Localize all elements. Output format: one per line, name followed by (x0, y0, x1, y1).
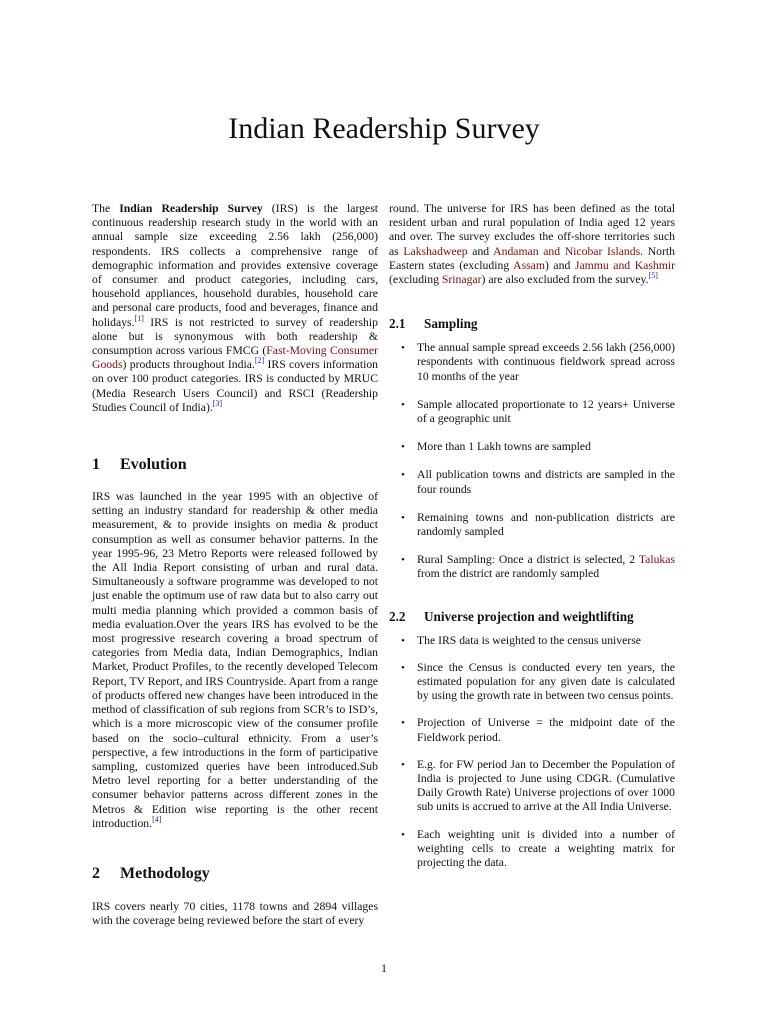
subsection-heading-universe: 2.2 Universe projection and weightlifting (389, 608, 634, 624)
bullet-icon: • (401, 828, 405, 841)
universe-list (389, 634, 675, 871)
section-heading-methodology: 2 Methodology (92, 864, 210, 882)
bullet-icon: • (401, 441, 405, 454)
jammu-kashmir-link[interactable]: Jammu and Kashmir (574, 258, 675, 272)
left-column (92, 202, 378, 928)
page-number: 1 (381, 961, 387, 975)
talukas-link[interactable]: Talukas (638, 553, 675, 567)
subsection-heading-sampling: 2.1 Sampling (389, 316, 478, 332)
list-item: • Each weighting unit is divided into a number of weighting cells to create a weighting matrix for projecting the data. (401, 827, 675, 870)
list-item: • All publication towns and districts are sampled in the four rounds (401, 468, 675, 496)
citation-link[interactable]: [2] (254, 356, 265, 366)
list-item: • Projection of Universe = the midpoint date of the Fieldwork period. (401, 716, 675, 744)
list-item: • The annual sample spread exceeds 2.56 lakh (256,000) respondents with continuous fieldwork spread across 10 months of the year (401, 341, 675, 383)
list-item: • Sample allocated proportionate to 12 years+ Universe of a geographic unit (401, 397, 675, 426)
section-heading-evolution: 1 Evolution (92, 456, 187, 474)
intro-bold-term: Indian Readership Survey (119, 202, 263, 215)
list-item: • The IRS data is weighted to the census universe (401, 633, 641, 647)
fmcg-link[interactable]: Fast-Moving Consumer Goods (92, 344, 378, 372)
citation-link[interactable]: [3] (212, 398, 223, 408)
citation-link[interactable]: [1] (134, 313, 144, 323)
bullet-icon: • (401, 661, 405, 674)
bullet-icon: • (401, 634, 405, 647)
methodology-paragraph-continued: round. The universe for IRS has been defined as the total resident urban and rural population of India aged 12 years and over. The survey excludes the off-shore territories such as Lakshadweep and Andaman and Nicobar Islands. North Eastern states (excluding Assam) and Jammu and Kashmir (excluding Srinagar) are also excluded from the survey.[5] (389, 202, 675, 287)
list-item: • Since the Census is conducted every ten years, the estimated population for any given date is calculated by using the growth rate in between two census points. (401, 660, 675, 703)
citation-link[interactable]: [5] (648, 271, 658, 281)
bullet-icon: • (401, 398, 405, 411)
page-title: Indian Readership Survey (228, 112, 540, 145)
bullet-icon: • (401, 342, 405, 355)
evolution-paragraph: IRS was launched in the year 1995 with an objective of setting an industry standard for readership & other media measurement, & to provide insights on media & product consumption as well as consumer behavior patterns. In the year 1995-96, 23 Metro Reports were released followed by the All India Report consisting of urban and rural data. Simultaneously a software programme was developed to not just enable the optimum use of raw data but to also carry out multi media planning which provided a common basis of media evaluation.Over the years IRS has evolved to be the most progressive research covering a broad spectrum of categories from Media data, Indian Demographics, Indian Market, Product Profiles, to the recently developed Telecom Report, TV Report, and IRS Countryside. Apart from a range of products offered new changes have been introduced in the method of classification of sub regions from SCR’s to ISD’s, which is a more microscopic view of the consumer profile based on the socio–cultural ethnicity. From a user’s perspective, a few introductions in the form of participative sampling, customized queries have been introduced.Sub Metro level reporting for a better understanding of the consumer behavior patterns across different zones in the Metros & Edition wise reporting is the other recent introduction.[4] (92, 490, 378, 830)
list-item: • More than 1 Lakh towns are sampled (401, 440, 591, 454)
list-item: • E.g. for FW period Jan to December the Population of India is projected to June using CDGR. (Cumulative Daily Growth Rate) Universe projections of over 1000 sub units is accrued to arrive at the All India Universe. (401, 757, 675, 814)
sampling-list (389, 341, 675, 581)
list-item: • Remaining towns and non-publication districts are randomly sampled (401, 510, 675, 539)
intro-paragraph: The Indian Readership Survey (IRS) is the largest continuous readership research study in the world with an annual sample size exceeding 2.56 lakh (256,000) respondents. IRS collects a comprehensive range of demographic information and provides extensive coverage of consumer and product categories, including cars, household appliances, household durables, household care and personal care products, food and beverages, finance and holidays.[1] IRS is not restricted to survey of readership alone but is synonymous with both readership & consumption across various FMCG (Fast-Moving Consumer Goods) products throughout India.[2] IRS covers information on over 100 product categories. IRS is conducted by MRUC (Media Research Users Council) and RSCI (Readership Studies Council of India).[3] (92, 202, 379, 414)
bullet-icon: • (401, 511, 405, 524)
bullet-icon: • (401, 554, 405, 567)
list-item: • Rural Sampling: Once a district is selected, 2 Talukas from the district are randomly sampled (401, 553, 675, 581)
bullet-icon: • (401, 717, 405, 730)
lakshadweep-link[interactable]: Lakshadweep (403, 244, 468, 258)
citation-link[interactable]: [4] (152, 814, 162, 824)
srinagar-link[interactable]: Srinagar (441, 273, 482, 287)
right-column (389, 202, 675, 870)
bullet-icon: • (401, 758, 405, 771)
andaman-link[interactable]: Andaman and Nicobar Islands (493, 244, 641, 258)
methodology-paragraph-start: IRS covers nearly 70 cities, 1178 towns and 2894 villages with the coverage being reviewed before the start of every (92, 899, 378, 928)
bullet-icon: • (401, 469, 405, 482)
assam-link[interactable]: Assam (513, 258, 545, 272)
